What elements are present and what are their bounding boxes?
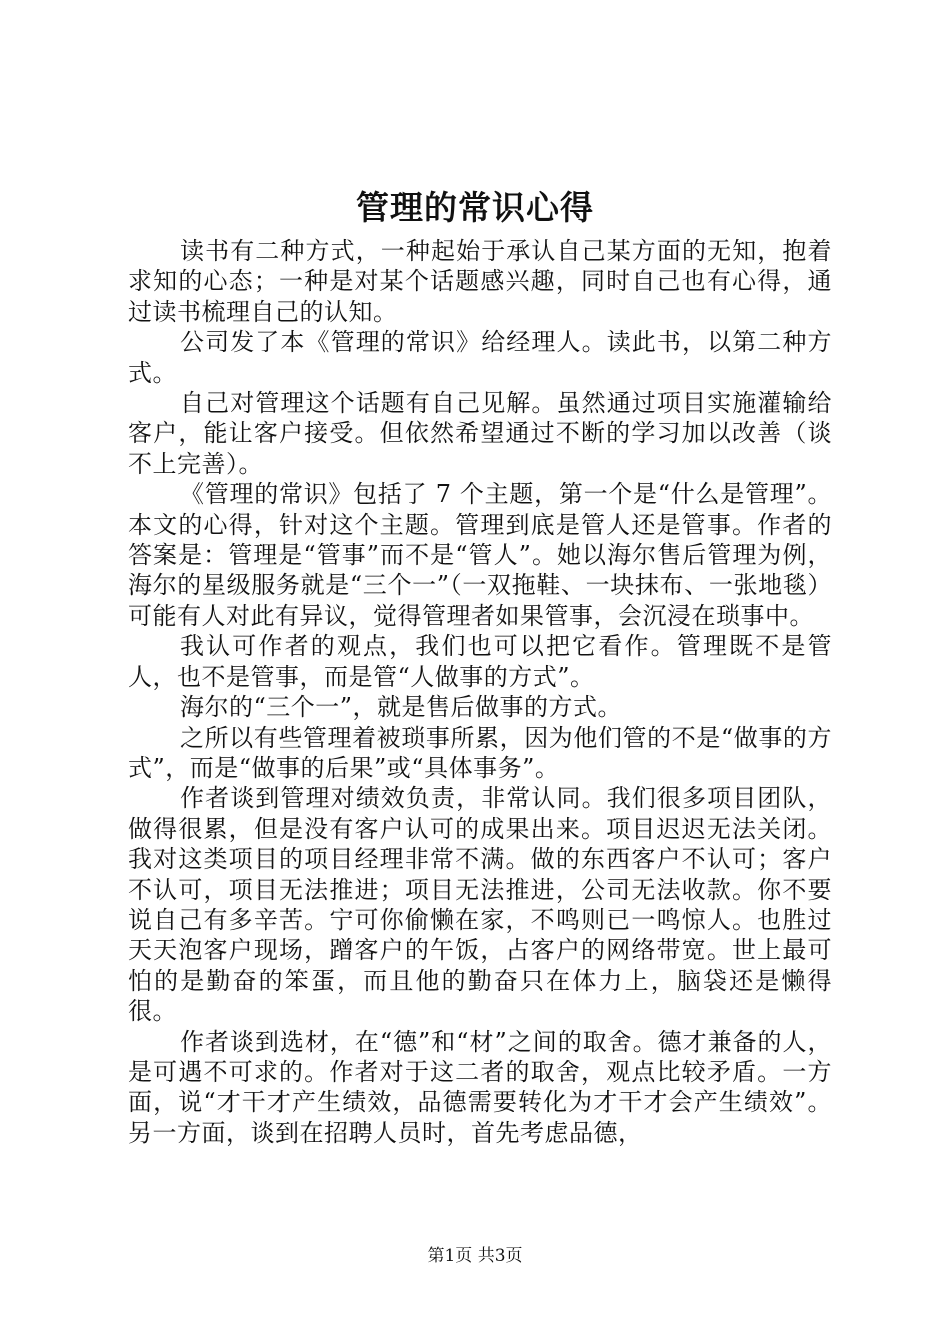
paragraph: 作者谈到管理对绩效负责，非常认同。我们很多项目团队，做得很累，但是没有客户认可的成果出来。项目迟迟无法关闭。我对这类项目的项目经理非常不满。做的东西客户不认可；客户不认可，项目无法推进；项目无法推进，公司无法收款。你不要说自己有多辛苦。宁可你偷懒在家，不鸣则已一鸣惊人。也胜过天天泡客户现场，蹭客户的午饭，占客户的网络带宽。世上最可怕的是勤奋的笨蛋，而且他的勤奋只在体力上，脑袋还是懒得很。 [128, 784, 832, 1026]
document-title: 管理的常识心得 [356, 188, 594, 227]
paragraph: 《管理的常识》包括了 7 个主题，第一个是“什么是管理”。本文的心得，针对这个主题。管理到底是管人还是管事。作者的答案是：管理是“管事”而不是“管人”。她以海尔售后管理为例，海尔的星级服务就是“三个一”（一双拖鞋、一块抹布、一张地毯）可能有人对此有异议，觉得管理者如果管事，会沉浸在琐事中。 [128, 480, 832, 630]
paragraph: 海尔的“三个一”，就是售后做事的方式。 [180, 693, 623, 722]
paragraph: 我认可作者的观点，我们也可以把它看作。管理既不是管人，也不是管事，而是管“人做事的方式”。 [128, 632, 832, 691]
paragraph: 之所以有些管理着被琐事所累，因为他们管的不是“做事的方式”，而是“做事的后果”或“具体事务”。 [128, 723, 832, 782]
page-number-footer: 第1页 共3页 [427, 1246, 523, 1266]
paragraph: 作者谈到选材，在“德”和“材”之间的取舍。德才兼备的人，是可遇不可求的。作者对于这二者的取舍，观点比较矛盾。一方面，说“才干才产生绩效，品德需要转化为才干才会产生绩效”。另一方面，谈到在招聘人员时，首先考虑品德， [128, 1027, 832, 1147]
paragraph: 自己对管理这个话题有自己见解。虽然通过项目实施灌输给客户，能让客户接受。但依然希望通过不断的学习加以改善（谈不上完善）。 [128, 389, 832, 478]
paragraph: 公司发了本《管理的常识》给经理人。读此书，以第二种方式。 [128, 328, 832, 387]
paragraph: 读书有二种方式，一种起始于承认自己某方面的无知，抱着求知的心态；一种是对某个话题感兴趣，同时自己也有心得，通过读书梳理自己的认知。 [128, 237, 832, 326]
document-body [128, 236, 832, 1148]
